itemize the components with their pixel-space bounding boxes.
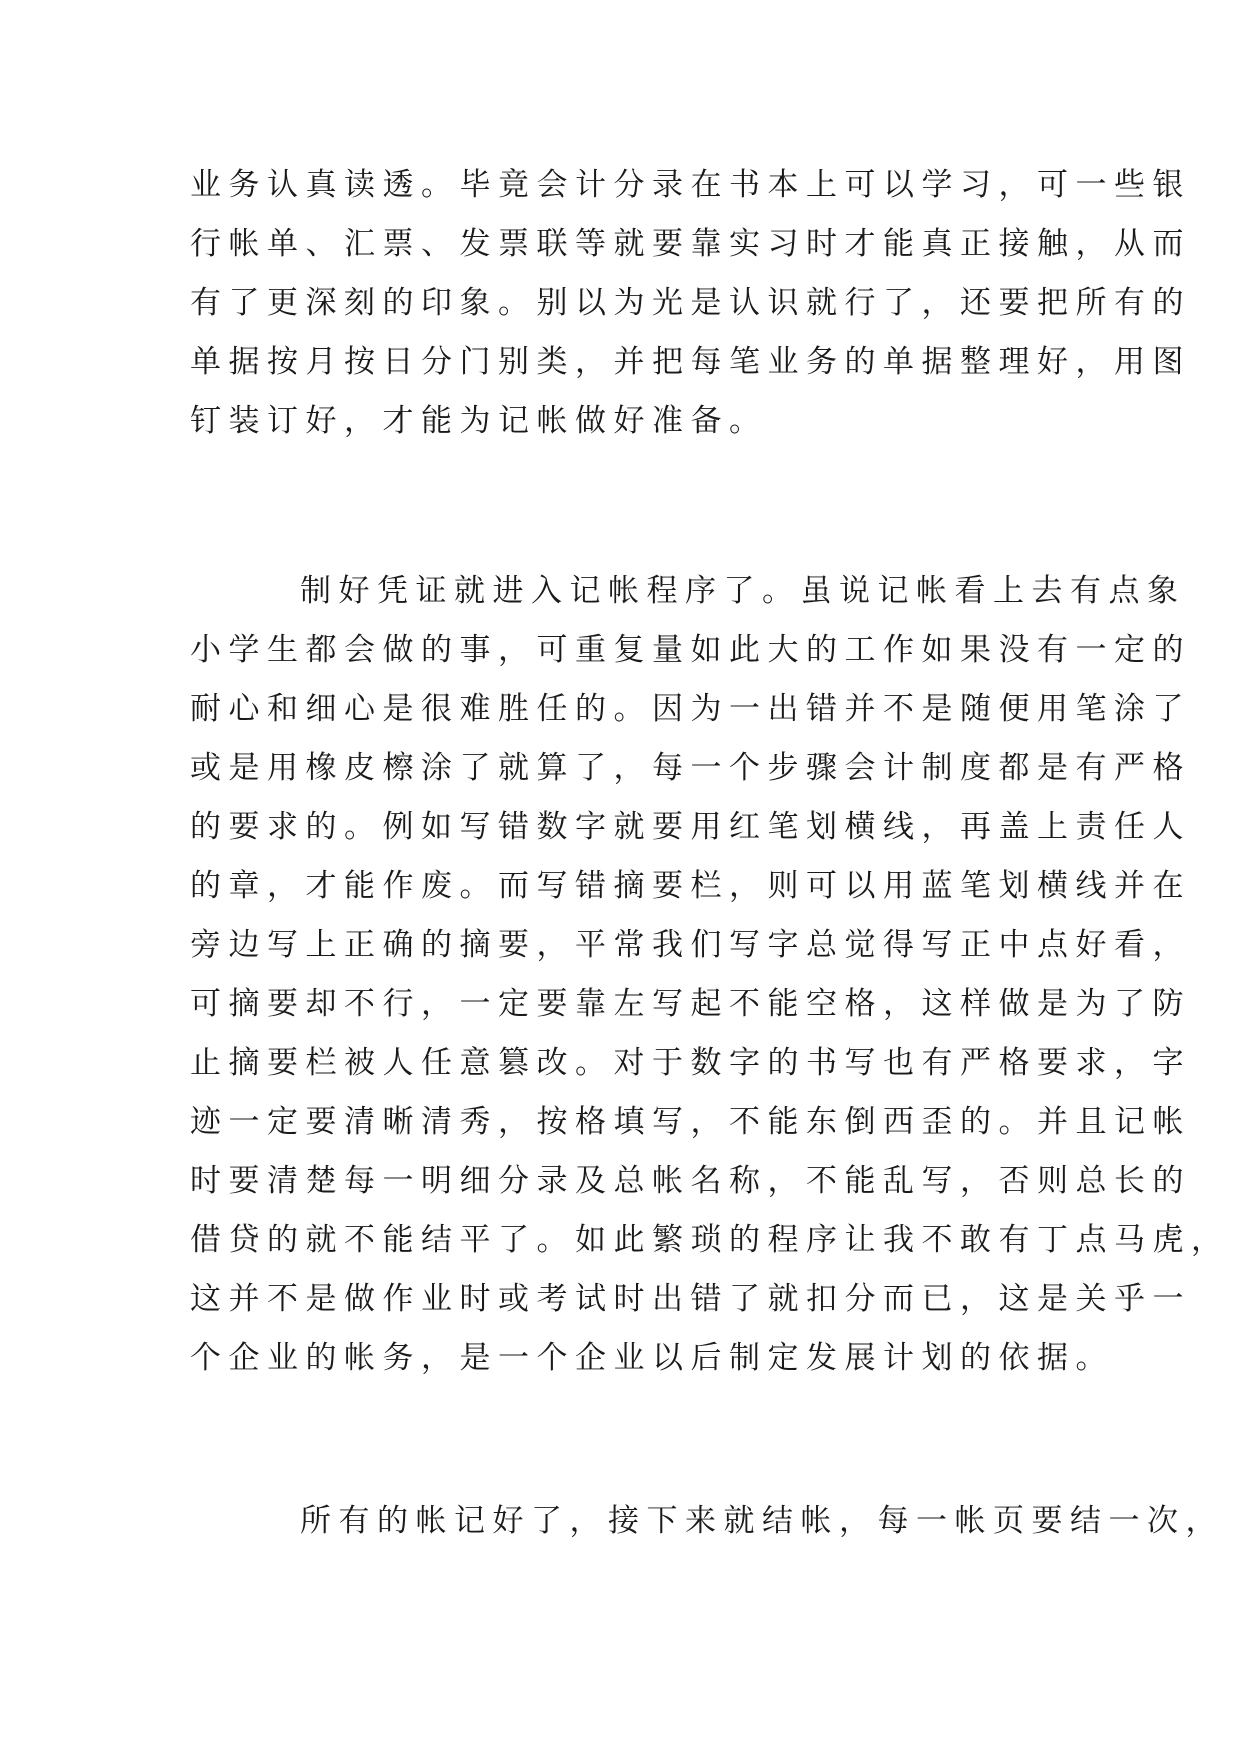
- text-line: 的要求的。例如写错数字就要用红笔划横线，再盖上责任人: [190, 809, 1191, 845]
- text-line: 业务认真读透。毕竟会计分录在书本上可以学习，可一些银: [190, 167, 1191, 203]
- text-line-indented: 制好凭证就进入记帐程序了。虽说记帐看上去有点象: [300, 573, 1186, 609]
- paragraph-3: [190, 1492, 1224, 1551]
- text-line-indented: 所有的帐记好了，接下来就结帐，每一帐页要结一次，: [300, 1503, 1224, 1539]
- text-line: 钉装订好，才能为记帐做好准备。: [190, 403, 768, 439]
- text-line: 可摘要却不行，一定要靠左写起不能空格，这样做是为了防: [190, 986, 1191, 1022]
- text-line: 耐心和细心是很难胜任的。因为一出错并不是随便用笔涂了: [190, 691, 1191, 727]
- paragraph-1: [190, 156, 1191, 451]
- text-line: 旁边写上正确的摘要，平常我们写字总觉得写正中点好看，: [190, 927, 1191, 963]
- text-line: 时要清楚每一明细分录及总帐名称，不能乱写，否则总长的: [190, 1163, 1191, 1199]
- text-line: 的章，才能作废。而写错摘要栏，则可以用蓝笔划横线并在: [190, 868, 1191, 904]
- text-line: 小学生都会做的事，可重复量如此大的工作如果没有一定的: [190, 632, 1191, 668]
- text-line: 有了更深刻的印象。别以为光是认识就行了，还要把所有的: [190, 285, 1191, 321]
- text-line: 这并不是做作业时或考试时出错了就扣分而已，这是关乎一: [190, 1281, 1191, 1317]
- text-line: 单据按月按日分门别类，并把每笔业务的单据整理好，用图: [190, 344, 1191, 380]
- paragraph-2: [190, 562, 1230, 1388]
- text-line: 或是用橡皮檫涂了就算了，每一个步骤会计制度都是有严格: [190, 750, 1191, 786]
- text-line: 借贷的就不能结平了。如此繁琐的程序让我不敢有丁点马虎，: [190, 1222, 1230, 1258]
- text-line: 行帐单、汇票、发票联等就要靠实习时才能真正接触，从而: [190, 226, 1191, 262]
- text-line: 个企业的帐务，是一个企业以后制定发展计划的依据。: [190, 1340, 1114, 1376]
- text-line: 止摘要栏被人任意篡改。对于数字的书写也有严格要求，字: [190, 1045, 1191, 1081]
- text-line: 迹一定要清晰清秀，按格填写，不能东倒西歪的。并且记帐: [190, 1104, 1191, 1140]
